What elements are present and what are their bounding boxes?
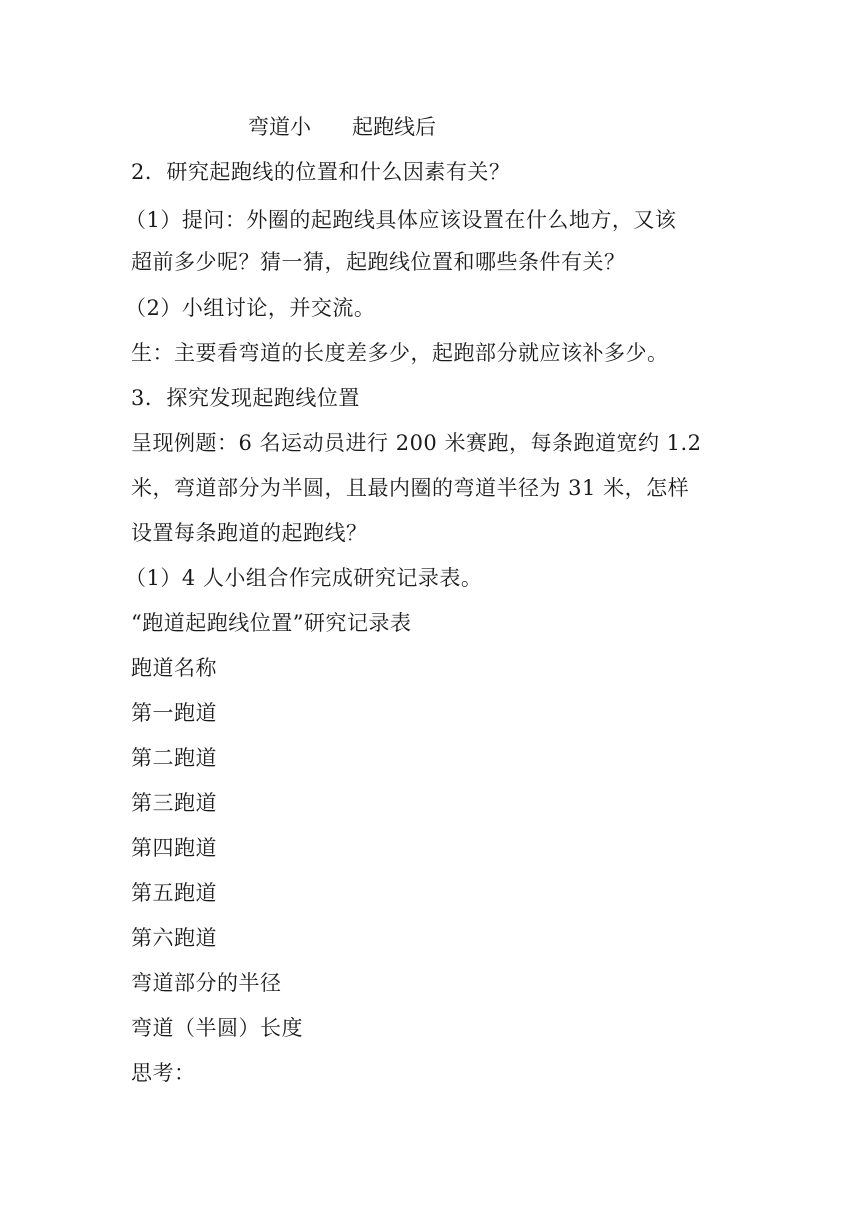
table-row-curve-length: 弯道（半圆）长度 (131, 1016, 303, 1040)
student-answer-line: 生：主要看弯道的长度差多少，起跑部分就应该补多少。 (131, 341, 669, 365)
section-2-heading: 2．研究起跑线的位置和什么因素有关？ (131, 160, 511, 184)
fragment-right-text: 起跑线后 (352, 115, 436, 139)
table-row-lane-1: 第一跑道 (131, 701, 217, 725)
task-line: （1）4 人小组合作完成研究记录表。 (125, 566, 483, 590)
example-line-1: 呈现例题：6 名运动员进行 200 米赛跑，每条跑道宽约 1.2 (131, 431, 702, 455)
fragment-left-text: 弯道小 (248, 115, 311, 139)
table-row-curve-radius: 弯道部分的半径 (131, 971, 282, 995)
example-line-2: 米，弯道部分为半圆，且最内圈的弯道半径为 31 米，怎样 (131, 476, 690, 500)
discussion-line: （2）小组讨论，并交流。 (125, 296, 376, 320)
question-1-line-2: 超前多少呢？猜一猜，起跑线位置和哪些条件有关？ (131, 250, 626, 274)
think-label: 思考： (131, 1061, 196, 1085)
table-row-lane-5: 第五跑道 (131, 881, 217, 905)
table-header-lane-name: 跑道名称 (131, 656, 217, 680)
example-line-3: 设置每条跑道的起跑线？ (131, 521, 368, 545)
table-row-lane-4: 第四跑道 (131, 836, 217, 860)
section-3-heading: 3．探究发现起跑线位置 (131, 386, 360, 410)
table-row-lane-6: 第六跑道 (131, 926, 217, 950)
table-row-lane-3: 第三跑道 (131, 791, 217, 815)
table-row-lane-2: 第二跑道 (131, 746, 217, 770)
table-title: “跑道起跑线位置”研究记录表 (131, 611, 412, 635)
question-1-line-1: （1）提问：外圈的起跑线具体应该设置在什么地方，又该 (125, 208, 677, 232)
